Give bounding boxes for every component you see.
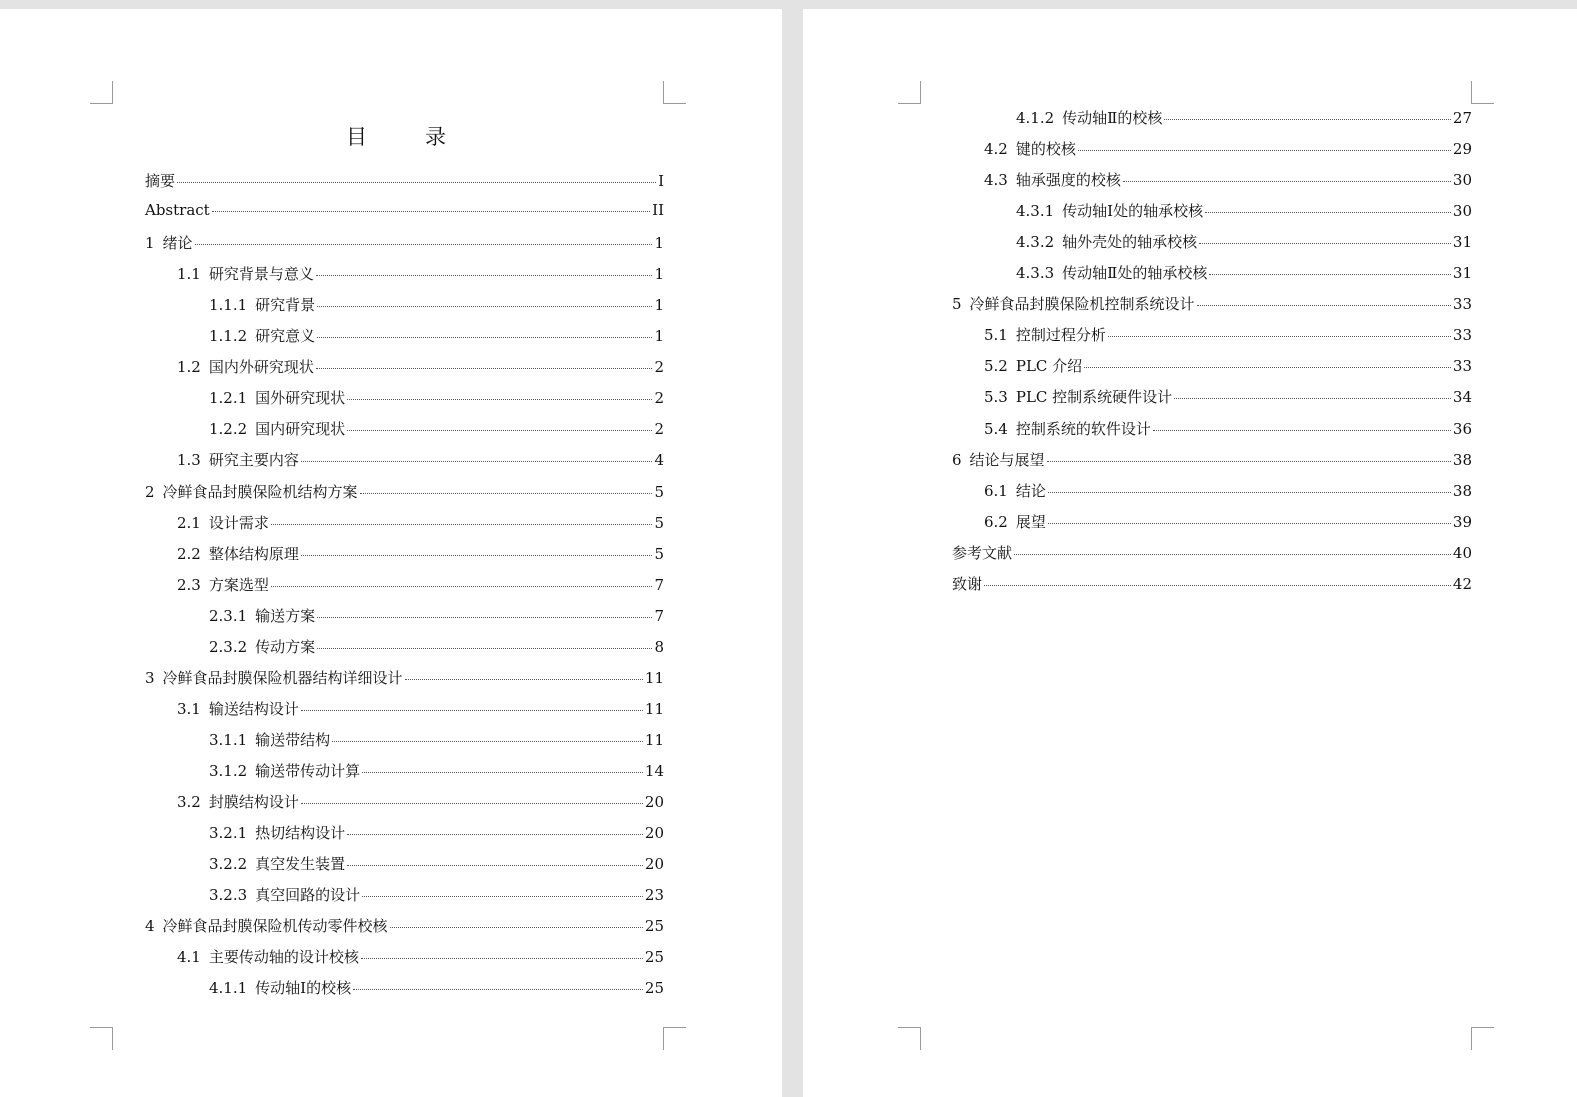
toc-entry-number: 2.3 bbox=[177, 575, 201, 594]
toc-entry-page-number: 29 bbox=[1452, 140, 1472, 159]
toc-entry-page-number: 11 bbox=[644, 730, 664, 749]
toc-entry-number: 4.3.3 bbox=[1016, 264, 1055, 283]
dot-leader bbox=[301, 555, 653, 556]
toc-entry-title: PLC 控制系统硬件设计 bbox=[1015, 388, 1173, 407]
toc-entry[interactable] bbox=[209, 636, 664, 658]
dot-leader bbox=[212, 211, 650, 212]
toc-entry-title: 国内研究现状 bbox=[255, 420, 346, 439]
toc-entry[interactable] bbox=[209, 853, 664, 875]
toc-entry-title: 方案选型 bbox=[208, 575, 269, 594]
toc-entry[interactable] bbox=[177, 449, 664, 471]
toc-entry-title: 封膜结构设计 bbox=[208, 793, 299, 811]
toc-entry-title: 控制过程分析 bbox=[1015, 326, 1106, 345]
toc-entry[interactable] bbox=[145, 667, 664, 689]
toc-entry-page-number: 30 bbox=[1452, 202, 1472, 221]
toc-entry-page-number: 1 bbox=[654, 296, 664, 315]
toc-entry-page-number: 25 bbox=[644, 948, 664, 967]
corner-mark-top-right bbox=[663, 81, 686, 104]
toc-entry-number: 3.2.2 bbox=[209, 855, 248, 874]
toc-entry-number: 1.2.1 bbox=[209, 389, 248, 408]
toc-entry-page-number: 33 bbox=[1452, 326, 1472, 345]
toc-entry-number: 4.3.2 bbox=[1016, 233, 1055, 252]
dot-leader bbox=[347, 399, 652, 400]
toc-entry-page-number: 1 bbox=[654, 234, 664, 253]
toc-entry-number: 6.2 bbox=[984, 512, 1008, 531]
dot-leader bbox=[361, 958, 643, 959]
toc-entry-title: 设计需求 bbox=[208, 513, 269, 532]
toc-entry[interactable] bbox=[145, 170, 664, 192]
dot-leader bbox=[1197, 305, 1451, 306]
corner-mark-bottom-left bbox=[90, 1027, 113, 1050]
toc-entry-page-number: 2 bbox=[654, 389, 664, 408]
toc-entry-page-number: 11 bbox=[644, 668, 664, 687]
toc-entry[interactable] bbox=[145, 915, 664, 937]
dot-leader bbox=[984, 585, 1451, 586]
toc-entry-page-number: II bbox=[652, 201, 664, 220]
toc-entry-number: 2.2 bbox=[177, 544, 201, 563]
dot-leader bbox=[271, 524, 653, 525]
toc-entry-page-number: 42 bbox=[1452, 574, 1472, 593]
dot-leader bbox=[271, 586, 653, 587]
toc-entry-title: 摘要 bbox=[145, 172, 176, 190]
toc-entry-title: 国外研究现状 bbox=[255, 389, 346, 408]
toc-entry-page-number: 7 bbox=[654, 575, 664, 594]
toc-entry[interactable] bbox=[177, 356, 664, 378]
dot-leader bbox=[1108, 336, 1451, 337]
toc-entry-number: 4.1 bbox=[177, 948, 201, 967]
toc-entry[interactable] bbox=[145, 232, 664, 254]
dot-leader bbox=[317, 306, 652, 307]
toc-entry[interactable] bbox=[177, 791, 664, 813]
toc-entry[interactable] bbox=[1016, 231, 1472, 253]
toc-entry[interactable] bbox=[1016, 262, 1472, 284]
toc-entry-page-number: 4 bbox=[654, 451, 664, 470]
toc-entry[interactable] bbox=[209, 325, 664, 347]
toc-entry-page-number: 33 bbox=[1452, 357, 1472, 376]
toc-entry-title: 传动轴Ⅰ的校核 bbox=[255, 979, 352, 998]
toc-entry-title: 研究意义 bbox=[255, 327, 316, 346]
toc-entry-number: 5.1 bbox=[984, 326, 1008, 345]
dot-leader bbox=[301, 803, 643, 804]
toc-entry-title: 键的校核 bbox=[1015, 140, 1076, 159]
toc-entry-page-number: 38 bbox=[1452, 481, 1472, 500]
toc-entry-page-number: 20 bbox=[644, 855, 664, 874]
toc-entry-title: 轴承强度的校核 bbox=[1015, 171, 1121, 190]
toc-entry-page-number: 30 bbox=[1452, 171, 1472, 190]
toc-entry-number: 1.1 bbox=[177, 265, 201, 284]
corner-mark-bottom-right bbox=[1471, 1027, 1494, 1050]
toc-entry-number: 4.2 bbox=[984, 140, 1008, 159]
toc-entry-title: 整体结构原理 bbox=[208, 544, 299, 563]
toc-entry-number: 3.1.2 bbox=[209, 761, 248, 780]
dot-leader bbox=[1047, 461, 1451, 462]
toc-entry-page-number: 2 bbox=[654, 358, 664, 377]
toc-entry-number: 3 bbox=[145, 668, 155, 687]
toc-title-char: 录 bbox=[425, 125, 446, 149]
toc-entry[interactable] bbox=[177, 512, 664, 534]
toc-entry-title: 输送方案 bbox=[255, 606, 316, 625]
toc-entry-page-number: 40 bbox=[1452, 543, 1472, 562]
toc-entry-page-number: 5 bbox=[654, 544, 664, 563]
dot-leader bbox=[347, 865, 643, 866]
toc-entry-number: 5.2 bbox=[984, 357, 1008, 376]
toc-entry[interactable] bbox=[984, 169, 1472, 191]
toc-entry[interactable] bbox=[209, 977, 664, 999]
toc-entry[interactable] bbox=[984, 355, 1472, 377]
toc-entry[interactable] bbox=[952, 573, 1472, 595]
toc-entry-page-number: 34 bbox=[1452, 388, 1472, 407]
toc-entry[interactable] bbox=[209, 387, 664, 409]
toc-entry-page-number: 7 bbox=[654, 606, 664, 625]
toc-entry[interactable] bbox=[209, 760, 664, 782]
toc-entry[interactable] bbox=[145, 201, 664, 223]
toc-entry-number: 2.3.1 bbox=[209, 606, 248, 625]
toc-entry-number: 5 bbox=[952, 295, 962, 314]
toc-entry-title: 国内外研究现状 bbox=[208, 358, 314, 377]
toc-entry-number: 6.1 bbox=[984, 481, 1008, 500]
dot-leader bbox=[1205, 212, 1451, 213]
toc-entry[interactable] bbox=[984, 138, 1472, 160]
toc-entry-page-number: 25 bbox=[644, 979, 664, 998]
dot-leader bbox=[332, 741, 643, 742]
toc-entry-page-number: 20 bbox=[644, 824, 664, 843]
toc-entry-number: 2.1 bbox=[177, 513, 201, 532]
toc-entry[interactable] bbox=[984, 418, 1472, 440]
dot-leader bbox=[360, 493, 653, 494]
toc-entry[interactable] bbox=[1016, 200, 1472, 222]
toc-entry[interactable] bbox=[984, 480, 1472, 502]
dot-leader bbox=[1048, 523, 1451, 524]
toc-entry-number: 1.1.2 bbox=[209, 327, 248, 346]
toc-entry-number: 1 bbox=[145, 234, 155, 253]
corner-mark-bottom-left bbox=[898, 1027, 921, 1050]
toc-entry[interactable] bbox=[177, 263, 664, 285]
toc-entry-title: 传动轴Ⅱ处的轴承校核 bbox=[1062, 264, 1208, 283]
toc-entry[interactable] bbox=[984, 324, 1472, 346]
dot-leader bbox=[301, 461, 653, 462]
toc-entry-title: 传动轴Ⅱ的校核 bbox=[1062, 109, 1163, 127]
toc-entry-title: 控制系统的软件设计 bbox=[1015, 419, 1151, 438]
toc-entry-title: 结论与展望 bbox=[969, 450, 1045, 469]
toc-entry-number: 2 bbox=[145, 482, 155, 501]
toc-entry-number: 4.3 bbox=[984, 171, 1008, 190]
toc-entry-page-number: 5 bbox=[654, 513, 664, 532]
corner-mark-top-left bbox=[90, 81, 113, 104]
toc-entry-page-number: 31 bbox=[1452, 264, 1472, 283]
toc-entry-title: 研究背景与意义 bbox=[208, 265, 314, 284]
toc-entry-number: 6 bbox=[952, 450, 962, 469]
dot-leader bbox=[1209, 274, 1451, 275]
toc-entry-number: 4 bbox=[145, 917, 155, 936]
dot-leader bbox=[390, 927, 643, 928]
dot-leader bbox=[353, 989, 643, 990]
toc-entry-page-number: I bbox=[658, 172, 664, 190]
dot-leader bbox=[347, 834, 643, 835]
toc-entry-number: 5.4 bbox=[984, 419, 1008, 438]
dot-leader bbox=[195, 244, 653, 245]
dot-leader bbox=[362, 896, 643, 897]
dot-leader bbox=[1199, 243, 1451, 244]
dot-leader bbox=[1164, 119, 1451, 120]
toc-entry-title: 冷鲜食品封膜保险机器结构详细设计 bbox=[162, 668, 403, 687]
toc-entry-title: 冷鲜食品封膜保险机结构方案 bbox=[162, 482, 358, 501]
toc-entry-title: 真空发生装置 bbox=[255, 855, 346, 874]
toc-entry-title: 展望 bbox=[1015, 512, 1046, 531]
dot-leader bbox=[301, 710, 643, 711]
toc-entry-title: 研究背景 bbox=[255, 296, 316, 315]
toc-entry-number: 4.1.2 bbox=[1016, 109, 1055, 127]
toc-entry-page-number: 20 bbox=[644, 793, 664, 811]
toc-entry-page-number: 1 bbox=[654, 327, 664, 346]
toc-entry[interactable] bbox=[209, 822, 664, 844]
toc-entry-number: 2.3.2 bbox=[209, 637, 248, 656]
toc-entry[interactable] bbox=[1016, 107, 1472, 129]
corner-mark-top-right bbox=[1471, 81, 1494, 104]
toc-entry[interactable] bbox=[209, 729, 664, 751]
toc-entry[interactable] bbox=[984, 386, 1472, 408]
dot-leader bbox=[1174, 398, 1451, 399]
toc-entry-page-number: 31 bbox=[1452, 233, 1472, 252]
toc-entry[interactable] bbox=[177, 946, 664, 968]
toc-entry[interactable] bbox=[952, 293, 1472, 315]
toc-entry-number: 1.2 bbox=[177, 358, 201, 377]
toc-entry-page-number: 33 bbox=[1452, 295, 1472, 314]
corner-mark-top-left bbox=[898, 81, 921, 104]
toc-entry-title: 轴外壳处的轴承校核 bbox=[1062, 233, 1198, 252]
toc-entry[interactable] bbox=[209, 884, 664, 906]
toc-entry[interactable] bbox=[952, 542, 1472, 564]
dot-leader bbox=[317, 648, 652, 649]
toc-entry-page-number: 8 bbox=[654, 637, 664, 656]
toc-entry-title: 真空回路的设计 bbox=[255, 886, 361, 905]
toc-entry-title: 输送带传动计算 bbox=[255, 761, 361, 780]
toc-entry-number: 4.1.1 bbox=[209, 979, 248, 998]
toc-title bbox=[346, 121, 446, 151]
toc-entry-number: 3.2.1 bbox=[209, 824, 248, 843]
toc-entry[interactable] bbox=[984, 511, 1472, 533]
toc-entry[interactable] bbox=[145, 481, 664, 503]
toc-entry-title: 研究主要内容 bbox=[208, 451, 299, 470]
toc-entry-number: 5.3 bbox=[984, 388, 1008, 407]
toc-entry[interactable] bbox=[177, 698, 664, 720]
toc-entry-title: 主要传动轴的设计校核 bbox=[208, 948, 359, 967]
toc-entry-title: 冷鲜食品封膜保险机传动零件校核 bbox=[162, 917, 388, 936]
toc-entry-number: 1.1.1 bbox=[209, 296, 248, 315]
dot-leader bbox=[317, 337, 652, 338]
toc-entry-number: 3.2.3 bbox=[209, 886, 248, 905]
dot-leader bbox=[362, 772, 643, 773]
toc-title-char: 目 bbox=[346, 125, 367, 149]
toc-entry-number: 1.2.2 bbox=[209, 420, 248, 439]
toc-entry-number: 3.1 bbox=[177, 699, 201, 718]
dot-leader bbox=[1078, 150, 1451, 151]
toc-entry-page-number: 23 bbox=[644, 886, 664, 905]
toc-entry-page-number: 14 bbox=[644, 761, 664, 780]
dot-leader bbox=[1153, 430, 1451, 431]
corner-mark-bottom-right bbox=[663, 1027, 686, 1050]
toc-entry-title: PLC 介绍 bbox=[1015, 357, 1083, 376]
toc-entry[interactable] bbox=[952, 449, 1472, 471]
dot-leader bbox=[405, 679, 643, 680]
toc-entry-number: 3.1.1 bbox=[209, 730, 248, 749]
toc-entry[interactable] bbox=[209, 605, 664, 627]
dot-leader bbox=[177, 182, 656, 183]
dot-leader bbox=[317, 617, 652, 618]
toc-entry-title: Abstract bbox=[145, 201, 210, 220]
toc-entry-page-number: 39 bbox=[1452, 512, 1472, 531]
toc-entry[interactable] bbox=[209, 294, 664, 316]
dot-leader bbox=[347, 430, 652, 431]
toc-entry-title: 传动方案 bbox=[255, 637, 316, 656]
toc-entry-page-number: 1 bbox=[654, 265, 664, 284]
toc-entry[interactable] bbox=[177, 543, 664, 565]
dot-leader bbox=[1048, 492, 1451, 493]
toc-entry-number: 3.2 bbox=[177, 793, 201, 811]
toc-entry-page-number: 5 bbox=[654, 482, 664, 501]
document-page-right bbox=[803, 9, 1577, 1097]
toc-entry-title: 传动轴Ⅰ处的轴承校核 bbox=[1062, 202, 1204, 221]
toc-entry-page-number: 38 bbox=[1452, 450, 1472, 469]
toc-entry-page-number: 25 bbox=[644, 917, 664, 936]
toc-entry-title: 参考文献 bbox=[952, 543, 1013, 562]
toc-entry-title: 绪论 bbox=[162, 234, 193, 253]
toc-entry-title: 输送带结构 bbox=[255, 730, 331, 749]
toc-entry-title: 热切结构设计 bbox=[255, 824, 346, 843]
dot-leader bbox=[316, 275, 653, 276]
toc-entry-title: 结论 bbox=[1015, 481, 1046, 500]
toc-entry-page-number: 36 bbox=[1452, 419, 1472, 438]
toc-entry-title: 冷鲜食品封膜保险机控制系统设计 bbox=[969, 295, 1195, 314]
document-page-left bbox=[0, 9, 782, 1097]
toc-entry-title: 输送结构设计 bbox=[208, 699, 299, 718]
dot-leader bbox=[1014, 554, 1451, 555]
dot-leader bbox=[316, 368, 653, 369]
dot-leader bbox=[1084, 367, 1451, 368]
dot-leader bbox=[1123, 181, 1451, 182]
toc-entry-number: 1.3 bbox=[177, 451, 201, 470]
toc-entry-page-number: 2 bbox=[654, 420, 664, 439]
toc-entry[interactable] bbox=[209, 418, 664, 440]
toc-entry-number: 4.3.1 bbox=[1016, 202, 1055, 221]
toc-entry-page-number: 11 bbox=[644, 699, 664, 718]
toc-entry-title: 致谢 bbox=[952, 574, 983, 593]
toc-entry[interactable] bbox=[177, 574, 664, 596]
toc-entry-page-number: 27 bbox=[1452, 109, 1472, 127]
